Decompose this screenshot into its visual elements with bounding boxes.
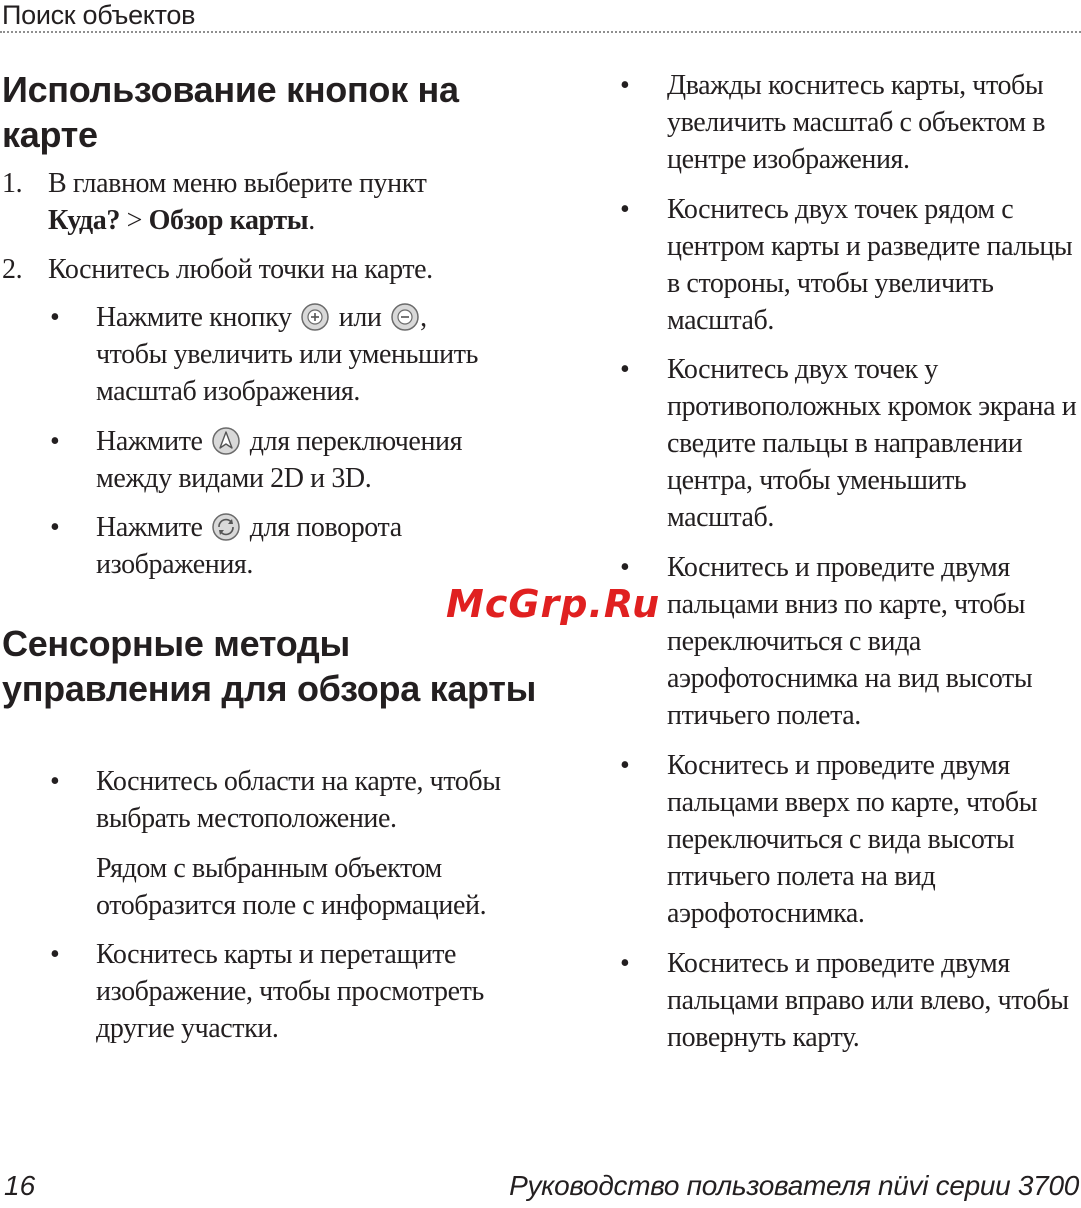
menu-item-where-to: Куда? [48, 205, 121, 236]
zoom-out-icon [390, 302, 420, 332]
step-line: В главном меню выберите пункт [48, 168, 427, 199]
info-note: Рядом с выбранным объектом отобразится поле с информацией. [96, 853, 487, 921]
menu-item-browse-map: Обзор карты [148, 205, 309, 236]
section-heading-touch: Сенсорные методы управления для обзора карты [2, 623, 537, 709]
header-divider [0, 31, 1081, 33]
bullet-pinch-in [620, 351, 1077, 536]
bullet-text: Коснитесь карты и перетащите изображение, чтобы просмотреть другие участки. [96, 939, 484, 1044]
bullet-dot: • [50, 939, 60, 970]
bullet-text: Коснитесь и проведите двумя пальцами вправо или влево, чтобы повернуть карту. [667, 948, 1069, 1053]
bullet-select-location [50, 763, 566, 837]
bullet-text: Коснитесь двух точек рядом с центром карты и разведите пальцы в стороны, чтобы увеличить масштаб. [667, 194, 1073, 336]
bullet-rotate-gesture [620, 945, 1077, 1056]
bullet-text-mid: или [338, 302, 382, 333]
bullet-dot: • [620, 354, 630, 385]
bullet-rotate [50, 509, 566, 583]
bullet-text-post: , [420, 302, 427, 333]
section-heading-buttons: Использование кнопок на карте [2, 69, 459, 155]
footer-manual-title: Руководство пользователя nüvi серии 3700 [509, 1170, 1079, 1201]
running-header: Поиск объектов [2, 0, 196, 30]
bullet-dot: • [620, 948, 630, 979]
bullet-text-pre: Нажмите [96, 426, 203, 457]
bullet-dot: • [620, 750, 630, 781]
bullet-text-post: для переключения [249, 426, 463, 457]
bullet-text: Дважды коснитесь карты, чтобы увеличить масштаб с объектом в центре изображения. [667, 70, 1046, 175]
bullet-text: Коснитесь и проведите двумя пальцами вверх по карте, чтобы переключиться с вида высоты птичьего полета на вид аэрофотоснимка. [667, 750, 1038, 929]
2d-3d-toggle-icon [211, 426, 241, 456]
bullet-text-rest: чтобы увеличить или уменьшить масштаб изображения. [96, 339, 478, 407]
step-text: Коснитесь любой точки на карте. [48, 254, 433, 285]
rotate-icon [211, 512, 241, 542]
bullet-swipe-down [620, 549, 1077, 734]
bullet-dot: • [50, 302, 60, 333]
menu-separator: > [120, 205, 149, 236]
bullet-text: Коснитесь двух точек у противоположных кромок экрана и сведите пальцы в направлении центра, чтобы уменьшить масштаб. [667, 354, 1077, 533]
bullet-dot: • [620, 70, 630, 101]
bullet-text: Коснитесь и проведите двумя пальцами вниз по карте, чтобы переключиться с вида аэрофотоснимка на вид высоты птичьего полета. [667, 552, 1033, 731]
bullet-double-tap [620, 67, 1077, 178]
bullet-drag-map [50, 936, 566, 1047]
bullet-dot: • [50, 512, 60, 543]
bullet-text-pre: Нажмите [96, 512, 203, 543]
step-end: . [308, 205, 315, 236]
bullet-zoom-buttons [50, 299, 566, 410]
bullet-text: Коснитесь области на карте, чтобы выбрать местоположение. [96, 766, 501, 834]
bullet-pinch-out [620, 191, 1077, 339]
bullet-text-post: для поворота [249, 512, 402, 543]
bullet-dot: • [50, 766, 60, 797]
bullet-swipe-up [620, 747, 1077, 932]
step-text [48, 165, 558, 239]
step-number: 1. [2, 168, 23, 199]
step-number: 2. [2, 254, 23, 285]
zoom-in-icon [300, 302, 330, 332]
page-number: 16 [4, 1170, 36, 1201]
bullet-dot: • [50, 426, 60, 457]
bullet-dot: • [620, 194, 630, 225]
bullet-text-rest: между видами 2D и 3D. [96, 463, 372, 494]
watermark: McGrp.Ru [446, 582, 661, 626]
bullet-dot: • [620, 552, 630, 583]
bullet-view-toggle [50, 423, 566, 497]
bullet-text-rest: изображения. [96, 549, 254, 580]
bullet-text-pre: Нажмите кнопку [96, 302, 292, 333]
